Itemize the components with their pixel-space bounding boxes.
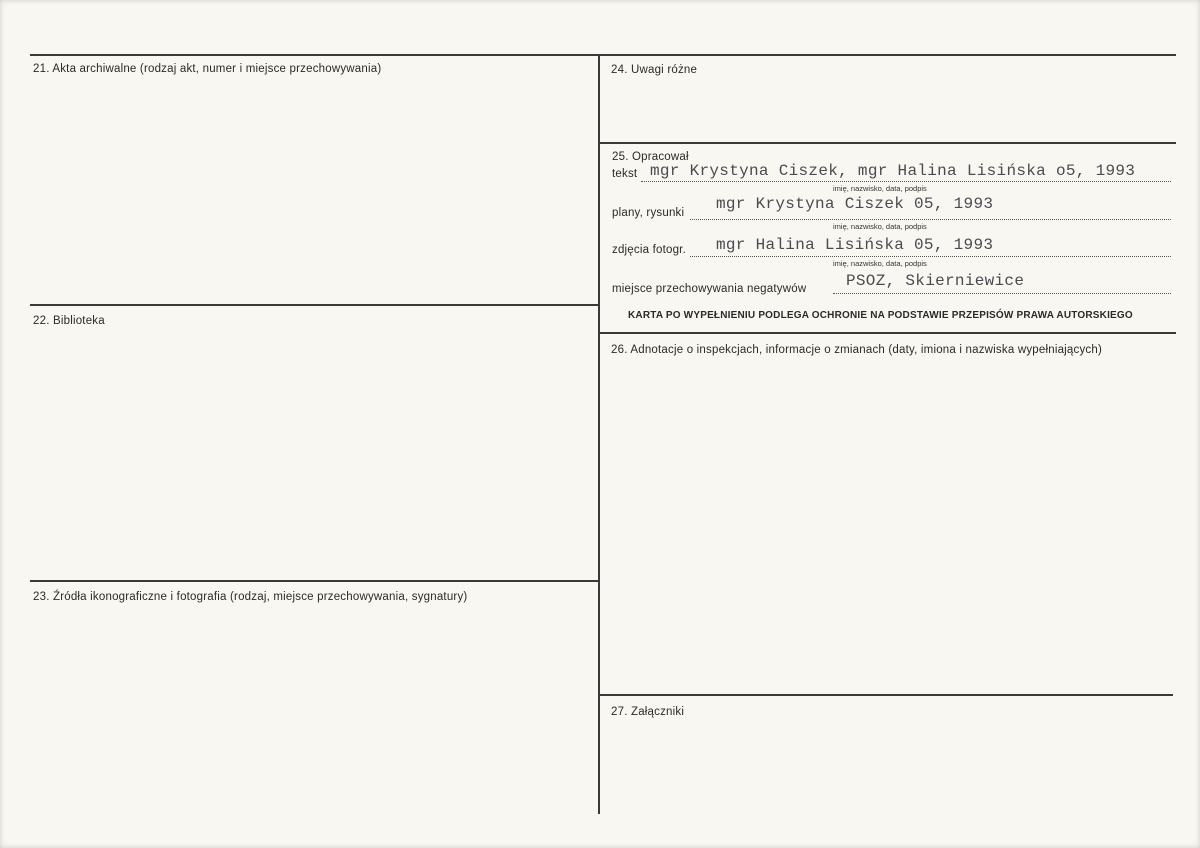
tekst-value: mgr Krystyna Ciszek, mgr Halina Lisińska o5, 1993	[650, 162, 1136, 180]
top-border-line	[30, 54, 1176, 56]
plany-value: mgr Krystyna Ciszek 05, 1993	[716, 195, 994, 213]
tekst-dotted-line	[641, 181, 1171, 182]
section-25-label: 25. Opracował	[612, 151, 689, 163]
center-divider	[598, 54, 600, 814]
miejsce-value: PSOZ, Skierniewice	[846, 272, 1025, 290]
miejsce-label: miejsce przechowywania negatywów	[612, 283, 807, 295]
divider-25-26	[599, 332, 1176, 334]
miejsce-dotted-line	[833, 293, 1171, 294]
plany-hint: imię, nazwisko, data, podpis	[833, 222, 927, 231]
divider-22-23	[30, 580, 599, 582]
zdjecia-label: zdjęcia fotogr.	[612, 244, 686, 256]
plany-dotted-line	[690, 219, 1171, 220]
tekst-hint: imię, nazwisko, data, podpis	[833, 184, 927, 193]
divider-26-27	[599, 694, 1173, 696]
divider-21-22	[30, 304, 599, 306]
zdjecia-value: mgr Halina Lisińska 05, 1993	[716, 236, 994, 254]
divider-24-25	[599, 142, 1176, 144]
section-26-label: 26. Adnotacje o inspekcjach, informacje o zmianach (daty, imiona i nazwiska wypełniających)	[611, 344, 1102, 356]
zdjecia-dotted-line	[690, 256, 1171, 257]
plany-label: plany, rysunki	[612, 207, 685, 219]
section-21-label: 21. Akta archiwalne (rodzaj akt, numer i miejsce przechowywania)	[33, 63, 382, 75]
tekst-label: tekst	[612, 168, 638, 180]
section-24-label: 24. Uwagi różne	[611, 64, 698, 76]
section-27-label: 27. Załączniki	[611, 706, 685, 718]
section-23-label: 23. Źródła ikonograficzne i fotografia (rodzaj, miejsce przechowywania, sygnatury)	[33, 591, 468, 603]
section-22-label: 22. Biblioteka	[33, 315, 105, 327]
zdjecia-hint: imię, nazwisko, data, podpis	[833, 259, 927, 268]
copyright-notice: KARTA PO WYPEŁNIENIU PODLEGA OCHRONIE NA PODSTAWIE PRZEPISÓW PRAWA AUTORSKIEGO	[628, 310, 1133, 321]
